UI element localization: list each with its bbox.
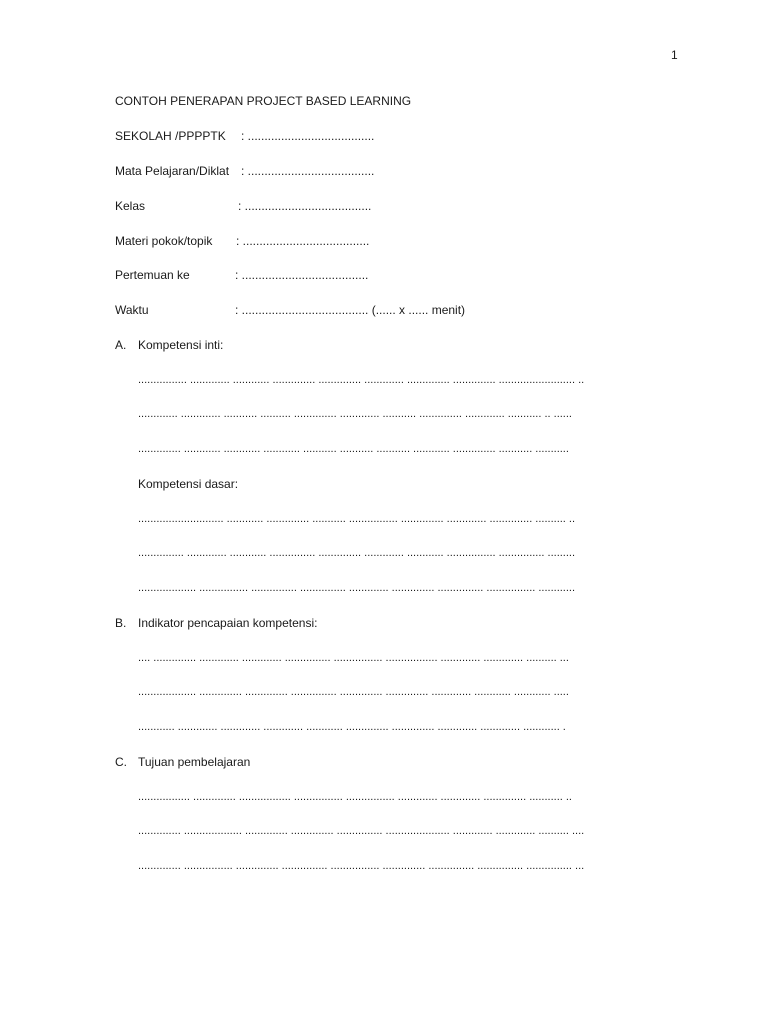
section-c-heading: Tujuan pembelajaran xyxy=(138,755,251,769)
field-value-mata-pelajaran: : ...................................... xyxy=(241,164,375,178)
dotted-line: ................... ................ ............... ............... ............. .............. ............... ................ ............ xyxy=(138,582,576,594)
dotted-line: .............. ............ ............ ............ ........... ........... ........... ............ .............. ........... ........... xyxy=(138,443,569,455)
dotted-line: .............. ................... .............. .............. ............... ..................... ............. ............. .......... .... xyxy=(138,825,585,837)
field-label-sekolah: SEKOLAH /PPPPTK xyxy=(115,129,226,143)
document-title: CONTOH PENERAPAN PROJECT BASED LEARNING xyxy=(115,94,412,108)
field-value-kelas: : ...................................... xyxy=(238,199,372,213)
field-value-pertemuan: : ...................................... xyxy=(235,268,369,282)
section-a-heading: Kompetensi inti: xyxy=(138,338,224,352)
field-label-materi: Materi pokok/topik xyxy=(115,234,213,248)
section-b-letter: B. xyxy=(115,616,127,630)
section-a-letter: A. xyxy=(115,338,127,352)
dotted-line: ................... .............. .............. ............... .............. .............. ............. ............ ............ ..... xyxy=(138,686,569,698)
field-value-materi: : ...................................... xyxy=(236,234,370,248)
dotted-line: ................ ............. ............ .............. .............. ............. .............. .............. ......................... .. xyxy=(138,374,585,386)
section-b-heading: Indikator pencapaian kompetensi: xyxy=(138,616,318,630)
page-number: 1 xyxy=(671,48,678,62)
dotted-line: ............. ............. ........... .......... .............. ............. ........... .............. ............. ........... .. ...... xyxy=(138,408,572,420)
dotted-line: ............................ ............ .............. ........... ................ .............. ............. .............. .......... .. xyxy=(138,513,576,525)
section-a-subheading: Kompetensi dasar: xyxy=(138,477,239,491)
field-label-mata-pelajaran: Mata Pelajaran/Diklat xyxy=(115,164,230,178)
field-label-waktu: Waktu xyxy=(115,303,149,317)
section-c-letter: C. xyxy=(115,755,127,769)
field-value-waktu: : ...................................... (...... x ...... menit) xyxy=(235,303,466,317)
field-label-kelas: Kelas xyxy=(115,199,146,213)
dotted-line: .... .............. ............. ............. ............... ................ ................. ............. ............. .......... ... xyxy=(138,652,569,664)
field-label-pertemuan: Pertemuan ke xyxy=(115,268,190,282)
dotted-line: ............ ............. ............. ............. ............ .............. .............. ............. ............. ............ . xyxy=(138,721,566,733)
dotted-line: ................. .............. ................. ................ ................ ............. ............. .............. ........... .. xyxy=(138,791,572,803)
dotted-line: .............. ................ .............. ............... ................ .............. ............... ............... ............... ... xyxy=(138,860,585,872)
field-value-sekolah: : ...................................... xyxy=(241,129,375,143)
dotted-line: ............... ............. ............ ............... .............. ............. ............ ................ ............... ......... xyxy=(138,547,576,559)
